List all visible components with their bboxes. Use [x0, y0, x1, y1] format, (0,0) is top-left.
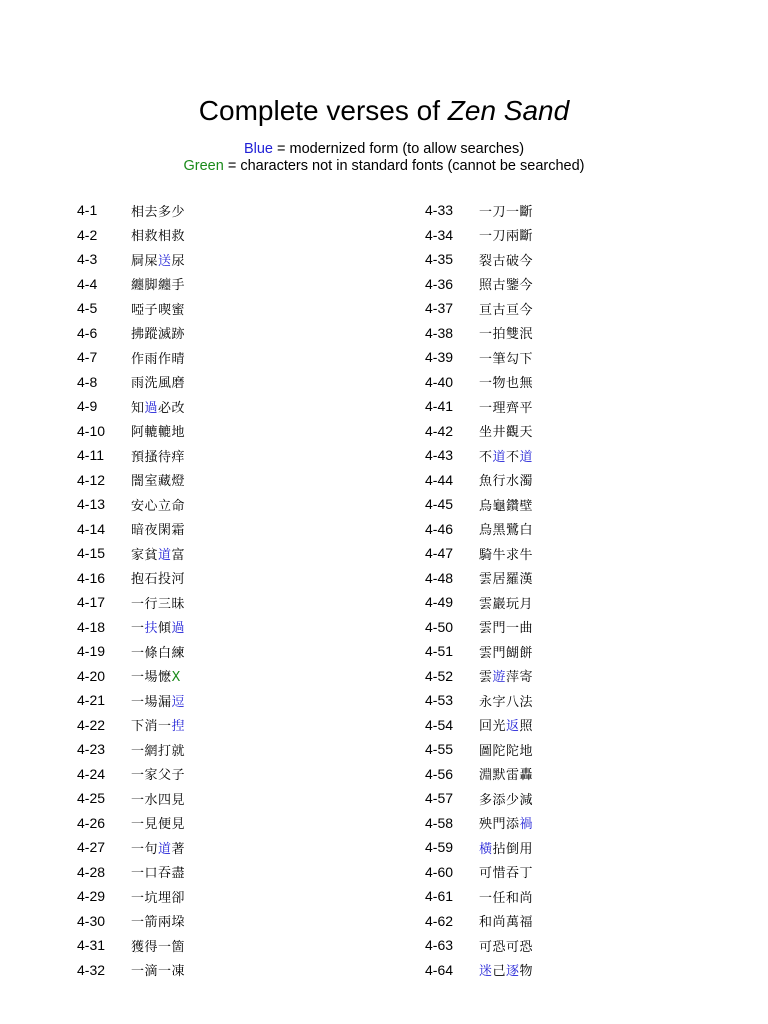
verse-number: 4-28 [77, 863, 106, 880]
verse-text [479, 715, 533, 734]
verse-text: 一家父子 [131, 768, 186, 784]
verse-number: 4-5 [77, 300, 98, 317]
verse-row [77, 321, 185, 346]
verse-text: 雲巖玩月 [479, 596, 534, 612]
verse-text [479, 446, 533, 465]
verse-row [425, 468, 533, 493]
verse-text: 雲居羅漢 [479, 572, 534, 588]
verse-number: 4-1 [77, 202, 98, 219]
verse-number: 4-59 [425, 839, 454, 856]
title-emphasis: Zen Sand [447, 95, 570, 126]
verse-row [77, 198, 185, 223]
verse-number: 4-22 [77, 716, 106, 733]
verse-number: 4-27 [77, 839, 106, 856]
verse-row [77, 272, 185, 297]
verse-number: 4-60 [425, 863, 454, 880]
verse-text: 多添少減 [479, 792, 534, 808]
verse-text: 一口吞盡 [131, 866, 186, 882]
verse-number: 4-34 [425, 226, 454, 243]
verse-row [425, 909, 533, 934]
verse-number: 4-13 [77, 496, 106, 513]
verse-row [425, 786, 533, 811]
verse-text: 裂古破今 [479, 253, 534, 269]
verse-text: 纏脚纏手 [131, 278, 186, 294]
verse-row [425, 223, 533, 248]
verse-number: 4-47 [425, 545, 454, 562]
verse-text: 一任和尚 [479, 890, 534, 906]
verse-row [77, 811, 185, 836]
verse-number: 4-43 [425, 447, 454, 464]
verse-row [77, 664, 185, 689]
verse-text: 騎牛求牛 [479, 547, 534, 563]
verse-segment: 遊 [492, 670, 507, 686]
verse-row [77, 786, 185, 811]
verse-row [425, 688, 533, 713]
legend-green-text: = characters not in standard fonts (cannot be searched) [223, 158, 585, 174]
verse-number: 4-33 [425, 202, 454, 219]
verse-segment: 不 [479, 449, 493, 465]
verse-segment: 傾 [158, 621, 172, 637]
verse-number: 4-6 [77, 324, 98, 341]
verse-segment: 尿 [171, 253, 186, 269]
verse-number: 4-58 [425, 814, 454, 831]
verse-number: 4-37 [425, 300, 454, 317]
verse-row [425, 321, 533, 346]
verse-number: 4-12 [77, 471, 106, 488]
verse-row [77, 468, 185, 493]
verse-row [77, 345, 185, 370]
verse-segment: 雲 [479, 670, 493, 686]
verse-row [77, 713, 185, 738]
verse-row [425, 590, 533, 615]
verse-text: 圖陀陀地 [479, 743, 534, 759]
verse-number: 4-11 [77, 447, 104, 464]
verse-row [425, 419, 533, 444]
verse-text: 阿轆轆地 [131, 425, 186, 441]
verse-segment: 逐 [506, 964, 520, 980]
verse-number: 4-40 [425, 373, 454, 390]
verse-segment: 萍寄 [506, 670, 534, 686]
verse-row [77, 247, 185, 272]
verse-row [77, 394, 185, 419]
verse-text: 亘古亘今 [479, 302, 534, 318]
verse-segment: 殃門添 [479, 817, 520, 833]
verse-row [425, 370, 533, 395]
verse-text: 一坑埋卻 [131, 890, 186, 906]
verse-row [425, 198, 533, 223]
verse-text: 淵默雷轟 [479, 768, 534, 784]
verse-text: 一拍雙泯 [479, 327, 534, 343]
verse-segment: 迷 [479, 964, 493, 980]
verse-segment: 不 [506, 449, 520, 465]
verse-segment: 拈倒用 [492, 841, 534, 857]
verse-text: 闇室藏燈 [131, 474, 186, 490]
verse-text: 烏龜鑽壁 [479, 498, 534, 514]
verse-segment: 過 [171, 621, 186, 637]
verse-number: 4-41 [425, 398, 454, 415]
verse-number: 4-19 [77, 643, 106, 660]
verse-number: 4-64 [425, 961, 454, 978]
verse-number: 4-42 [425, 422, 454, 439]
verse-number: 4-24 [77, 765, 106, 782]
verse-text: 一水四見 [131, 792, 186, 808]
verse-number: 4-52 [425, 667, 454, 684]
verse-segment: 照 [519, 719, 534, 735]
verse-number: 4-29 [77, 888, 106, 905]
verse-segment: 屙屎 [131, 253, 159, 269]
verse-number: 4-17 [77, 594, 106, 611]
verse-segment: 家貧 [131, 547, 159, 563]
verse-text [479, 813, 533, 832]
verse-number: 4-32 [77, 961, 106, 978]
verse-number: 4-55 [425, 741, 454, 758]
verse-segment: X [171, 670, 181, 686]
verse-text: 獲得一箇 [131, 939, 186, 955]
verse-row [77, 835, 185, 860]
verse-number: 4-26 [77, 814, 106, 831]
verse-number: 4-18 [77, 618, 106, 635]
verse-segment: 道 [158, 547, 172, 563]
verse-text: 作雨作晴 [131, 351, 186, 367]
verse-text: 抱石投河 [131, 572, 186, 588]
verse-number: 4-9 [77, 398, 98, 415]
verse-row [77, 566, 185, 591]
verse-text: 和尚萬福 [479, 915, 534, 931]
verse-text [131, 838, 185, 857]
verse-text: 預搔待痒 [131, 449, 186, 465]
verse-segment: 道 [519, 449, 534, 465]
verse-text [131, 691, 185, 710]
verse-number: 4-2 [77, 226, 98, 243]
verse-segment: 禍 [519, 817, 534, 833]
verse-number: 4-62 [425, 912, 454, 929]
verse-number: 4-35 [425, 251, 454, 268]
verse-row [77, 958, 185, 983]
verse-number: 4-46 [425, 520, 454, 537]
verse-text: 一刀兩斷 [479, 229, 534, 245]
verse-row [425, 884, 533, 909]
verse-row [77, 590, 185, 615]
verse-text [131, 544, 185, 563]
verse-text: 一箭兩垜 [131, 915, 186, 931]
verse-segment: 扶 [144, 621, 159, 637]
verse-number: 4-3 [77, 251, 98, 268]
legend-blue [0, 141, 768, 158]
verse-row [425, 566, 533, 591]
verse-segment: 過 [144, 400, 159, 416]
verse-segment: 返 [506, 719, 520, 735]
verse-row [425, 345, 533, 370]
verse-segment: 一 [131, 621, 145, 637]
verse-row [425, 835, 533, 860]
verse-number: 4-21 [77, 692, 106, 709]
verse-text: 一行三昧 [131, 596, 186, 612]
verse-text: 一網打就 [131, 743, 186, 759]
verse-number: 4-57 [425, 790, 454, 807]
verse-number: 4-8 [77, 373, 98, 390]
verse-number: 4-30 [77, 912, 106, 929]
verse-row [425, 517, 533, 542]
verse-number: 4-36 [425, 275, 454, 292]
verse-text [131, 617, 185, 636]
legend-green [0, 158, 768, 175]
verse-row [425, 811, 533, 836]
legend-green-word: Green [183, 158, 224, 174]
verse-segment: 道 [158, 841, 172, 857]
verse-text: 雨洗風磨 [131, 376, 186, 392]
verse-number: 4-39 [425, 349, 454, 366]
verse-segment: 己 [492, 964, 507, 980]
verse-row [77, 223, 185, 248]
verse-row [425, 615, 533, 640]
verse-number: 4-56 [425, 765, 454, 782]
verse-segment: 下消一 [131, 719, 172, 735]
verse-text: 可惜吞丁 [479, 866, 534, 882]
verse-segment: 橫 [479, 841, 493, 857]
verse-text [131, 666, 181, 685]
verse-row [425, 639, 533, 664]
verse-row [425, 541, 533, 566]
verse-segment: 著 [171, 841, 186, 857]
verse-number: 4-63 [425, 937, 454, 954]
verse-text [131, 250, 185, 269]
legend-blue-text: = modernized form (to allow searches) [273, 141, 525, 157]
verse-number: 4-50 [425, 618, 454, 635]
verse-list-right [425, 198, 533, 982]
verse-list-left [77, 198, 185, 982]
verse-segment: 必改 [158, 400, 186, 416]
verse-number: 4-14 [77, 520, 106, 537]
verse-row [425, 394, 533, 419]
verse-row [425, 958, 533, 983]
verse-text: 雲門一曲 [479, 621, 534, 637]
verse-row [77, 517, 185, 542]
verse-text: 相去多少 [131, 204, 186, 220]
verse-segment: 揑 [171, 719, 186, 735]
verse-row [425, 933, 533, 958]
verse-row [425, 443, 533, 468]
verse-number: 4-7 [77, 349, 98, 366]
verse-number: 4-4 [77, 275, 98, 292]
verse-segment: 送 [158, 253, 172, 269]
verse-text: 坐井觀天 [479, 425, 534, 441]
verse-segment: 知 [131, 400, 145, 416]
verse-row [77, 762, 185, 787]
verse-text: 一筆勾下 [479, 351, 534, 367]
verse-text: 一見便見 [131, 817, 186, 833]
verse-text: 一滴一凍 [131, 964, 186, 980]
verse-number: 4-44 [425, 471, 454, 488]
verse-text: 魚行水濁 [479, 474, 534, 490]
verse-number: 4-15 [77, 545, 106, 562]
verse-row [77, 443, 185, 468]
verse-row [77, 909, 185, 934]
verse-segment: 一場懡 [131, 670, 172, 686]
verse-row [77, 296, 185, 321]
verse-row [77, 541, 185, 566]
verse-text: 一刀一斷 [479, 204, 534, 220]
verse-text: 相救相救 [131, 229, 186, 245]
verse-text: 永字八法 [479, 694, 534, 710]
verse-segment: 富 [171, 547, 186, 563]
verse-row [425, 860, 533, 885]
verse-number: 4-51 [425, 643, 454, 660]
page-title [0, 95, 768, 127]
verse-row [425, 664, 533, 689]
verse-text: 可恐可恐 [479, 939, 534, 955]
verse-number: 4-25 [77, 790, 106, 807]
verse-segment: 物 [519, 964, 534, 980]
verse-row [77, 860, 185, 885]
verse-row [77, 688, 185, 713]
verse-number: 4-54 [425, 716, 454, 733]
verse-row [425, 713, 533, 738]
verse-text: 雲門餬餅 [479, 645, 534, 661]
verse-number: 4-53 [425, 692, 454, 709]
verse-text [479, 838, 533, 857]
verse-text [131, 715, 185, 734]
verse-segment: 一場漏 [131, 694, 172, 710]
verse-segment: 道 [492, 449, 507, 465]
title-main: Complete verses of [198, 95, 448, 126]
verse-segment: 一句 [131, 841, 159, 857]
verse-text [131, 397, 185, 416]
verse-text [479, 960, 533, 979]
verse-segment: 回光 [479, 719, 507, 735]
legend-blue-word: Blue [243, 141, 273, 157]
verse-text: 照古鑒今 [479, 278, 534, 294]
verse-text: 一條白練 [131, 645, 186, 661]
verse-row [77, 615, 185, 640]
verse-text: 一物也無 [479, 376, 534, 392]
verse-row [425, 296, 533, 321]
verse-text: 拂蹤滅跡 [131, 327, 186, 343]
verse-text: 安心立命 [131, 498, 186, 514]
verse-text [479, 666, 533, 685]
verse-text: 暗夜閑霜 [131, 523, 186, 539]
verse-text: 啞子喫蜜 [131, 302, 186, 318]
verse-segment: 逗 [171, 694, 186, 710]
verse-row [425, 272, 533, 297]
verse-row [77, 419, 185, 444]
verse-row [77, 492, 185, 517]
verse-number: 4-10 [77, 422, 106, 439]
verse-number: 4-48 [425, 569, 454, 586]
verse-number: 4-31 [77, 937, 106, 954]
verse-number: 4-16 [77, 569, 106, 586]
verse-number: 4-49 [425, 594, 454, 611]
verse-text: 烏黑鷺白 [479, 523, 534, 539]
verse-number: 4-23 [77, 741, 106, 758]
verse-number: 4-61 [425, 888, 454, 905]
verse-number: 4-38 [425, 324, 454, 341]
verse-row [425, 762, 533, 787]
verse-number: 4-20 [77, 667, 106, 684]
verse-row [425, 247, 533, 272]
verse-row [77, 639, 185, 664]
verse-row [77, 737, 185, 762]
verse-row [77, 933, 185, 958]
verse-row [425, 492, 533, 517]
verse-row [77, 884, 185, 909]
verse-row [77, 370, 185, 395]
verse-row [425, 737, 533, 762]
verse-number: 4-45 [425, 496, 454, 513]
verse-text: 一理齊平 [479, 400, 534, 416]
